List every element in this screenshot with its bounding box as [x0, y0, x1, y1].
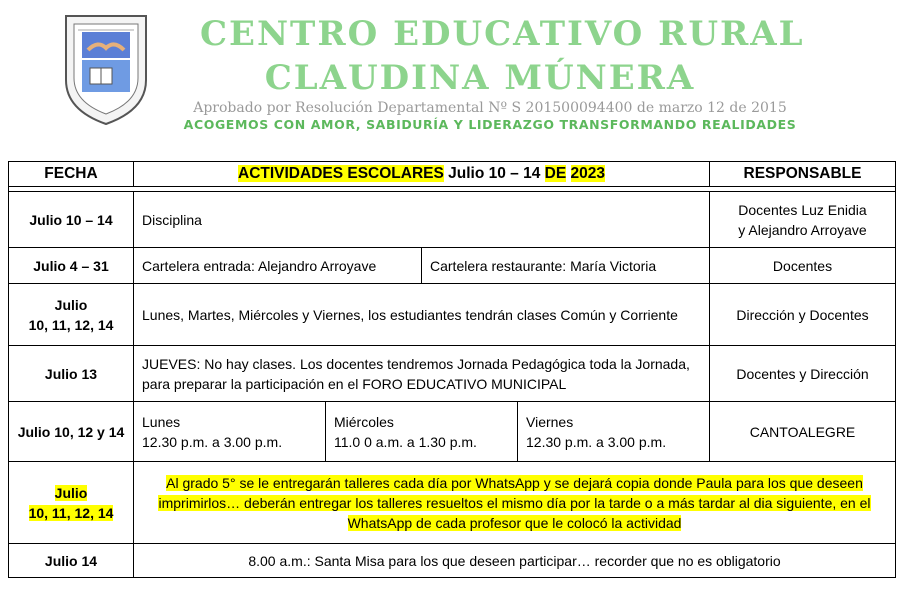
row-responsible: Docentes [710, 248, 896, 284]
school-motto: ACOGEMOS CON AMOR, SABIDURÍA Y LIDERAZGO TRANSFORMANDO REALIDADES [183, 117, 797, 132]
table-row [9, 248, 896, 284]
table-row [9, 346, 896, 402]
row-activity: JUEVES: No hay clases. Los docentes tendremos Jornada Pedagógica toda la Jornada, para preparar la participación en el FORO EDUCATIVO MUNICIPAL [134, 346, 710, 402]
row-responsible: CANTOALEGRE [710, 402, 896, 462]
header-activities [134, 162, 710, 187]
activities-table [8, 161, 896, 578]
row-activity-entrance-board: Cartelera entrada: Alejandro Arroyave [134, 248, 422, 284]
row-date: Julio 10, 12 y 14 [9, 402, 134, 462]
row-responsible: Dirección y Docentes [710, 284, 896, 346]
row-activity: Lunes, Martes, Miércoles y Viernes, los estudiantes tendrán clases Común y Corriente [134, 284, 710, 346]
row-date: Julio 10, 11, 12, 14 [9, 462, 134, 544]
row-date: Julio 10 – 14 [9, 192, 134, 248]
table-row [9, 284, 896, 346]
header-responsable: RESPONSABLE [710, 162, 896, 187]
header-activities-title: ACTIVIDADES ESCOLARES [238, 165, 444, 182]
row-activity-highlighted: Al grado 5° se le entregarán talleres cada día por WhatsApp y se dejará copia donde Paula para los que deseen imprimirlos… deberán entregar los talleres resueltos el mismo día por la tarde o a más tardar al dia siguiente, en el WhatsApp de cada profesor que le colocó la actividad [134, 462, 896, 544]
table-header-row [9, 162, 896, 187]
header-fecha: FECHA [9, 162, 134, 187]
header-activities-year: 2023 [570, 165, 605, 182]
row-responsible: Docentes Luz Enidia y Alejandro Arroyave [710, 192, 896, 248]
schedule-monday: Lunes 12.30 p.m. a 3.00 p.m. [134, 402, 326, 462]
table-row [9, 462, 896, 544]
header-activities-dates: Julio 10 – 14 [443, 165, 545, 182]
document-header [0, 0, 903, 160]
row-activity-restaurant-board: Cartelera restaurante: María Victoria [422, 248, 710, 284]
row-activity: Disciplina [134, 192, 710, 248]
row-activity: 8.00 a.m.: Santa Misa para los que deseen participar… recorder que no es obligatorio [134, 544, 896, 578]
row-date: Julio 10, 11, 12, 14 [9, 284, 134, 346]
school-title-line2: CLAUDINA MÚNERA [264, 58, 696, 98]
school-title-line1: CENTRO EDUCATIVO RURAL [200, 14, 805, 54]
table-row [9, 192, 896, 248]
schedule-friday: Viernes 12.30 p.m. a 3.00 p.m. [518, 402, 710, 462]
row-responsible: Docentes y Dirección [710, 346, 896, 402]
approval-resolution: Aprobado por Resolución Departamental Nº S 201500094400 de marzo 12 de 2015 [193, 100, 787, 116]
header-activities-space [566, 165, 570, 182]
header-activities-de: DE [544, 165, 567, 182]
row-date: Julio 4 – 31 [9, 248, 134, 284]
row-date: Julio 13 [9, 346, 134, 402]
row-date: Julio 14 [9, 544, 134, 578]
schedule-wednesday: Miércoles 11.0 0 a.m. a 1.30 p.m. [326, 402, 518, 462]
school-seal-logo [60, 10, 152, 128]
table-row [9, 544, 896, 578]
table-row [9, 402, 896, 462]
